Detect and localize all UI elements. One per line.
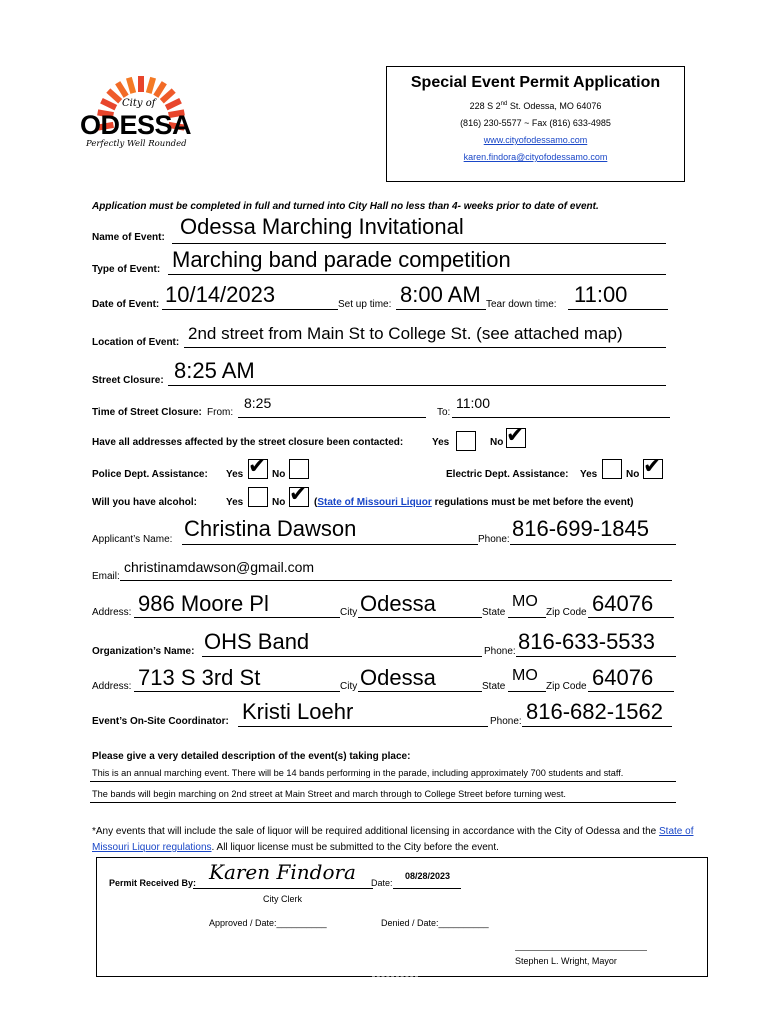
org-state-field[interactable]: MO — [512, 667, 538, 684]
applicant-zip-label: Zip Code — [546, 607, 587, 618]
org-phone-label: Phone: — [484, 646, 516, 657]
electric-no-check-icon: ✔ — [643, 454, 662, 479]
alcohol-note: (State of Missouri Liquor regulations must be met before the event) — [314, 497, 634, 508]
permit-received-label: Permit Received By: — [109, 878, 197, 888]
location-label: Location of Event: — [92, 337, 180, 348]
org-phone-underline — [516, 656, 676, 657]
applicant-phone-label: Phone: — [478, 534, 510, 545]
street-closure-underline — [168, 385, 666, 386]
name-of-event-underline — [172, 243, 666, 244]
permit-date-underline — [393, 888, 461, 889]
electric-yes-checkbox[interactable] — [602, 459, 622, 479]
applicant-city-label: City — [340, 607, 358, 618]
applicant-zip-field[interactable]: 64076 — [592, 591, 654, 616]
addresses-no-check-icon: ✔ — [506, 423, 525, 448]
permit-received-underline — [193, 888, 373, 889]
police-yes-check-icon: ✔ — [248, 454, 267, 479]
name-of-event-label: Name of Event: — [92, 232, 165, 243]
street-closure-field[interactable]: 8:25 AM — [174, 358, 255, 383]
org-zip-underline — [588, 691, 674, 692]
from-field[interactable]: 8:25 — [244, 395, 272, 411]
logo-text-odessa: ODESSA — [80, 110, 192, 140]
email-label: Email: — [92, 571, 120, 582]
to-underline — [452, 417, 670, 418]
police-yes-label: Yes — [226, 469, 244, 480]
city-website-link[interactable]: www.cityofodessamo.com — [483, 135, 588, 145]
location-field[interactable]: 2nd street from Main St to College St. (see attached map) — [188, 324, 623, 343]
electric-yes-label: Yes — [580, 469, 598, 480]
description-underline-2 — [90, 802, 676, 803]
from-underline — [238, 417, 426, 418]
liquor-licensing-note: *Any events that will include the sale of liquor will be required additional licensing in accordance with the City of Odessa and the State of Missouri Liquor regulations. All liquor license must be submitted to the City before the event. — [92, 826, 694, 853]
addresses-contacted-label: Have all addresses affected by the street closure been contacted: — [92, 437, 404, 448]
org-address-underline — [134, 691, 340, 692]
org-phone-field[interactable]: 816-633-5533 — [518, 629, 656, 654]
applicant-address-underline — [134, 617, 340, 618]
liquor-link[interactable]: State of Missouri Liquor — [317, 497, 432, 508]
street-closure-label: Street Closure: — [92, 375, 164, 386]
teardown-time-label: Tear down time: — [486, 299, 557, 310]
addresses-yes-label: Yes — [432, 437, 450, 448]
applicant-address-field[interactable]: 986 Moore Pl — [138, 591, 269, 616]
applicant-phone-field[interactable]: 816-699-1845 — [512, 516, 650, 541]
to-label: To: — [437, 407, 451, 418]
applicant-state-field[interactable]: MO — [512, 593, 538, 610]
signature-karen-findora: Karen Findora — [209, 860, 356, 884]
date-of-event-label: Date of Event: — [92, 299, 160, 310]
applicant-city-field[interactable]: Odessa — [360, 591, 436, 616]
applicant-zip-underline — [588, 617, 674, 618]
logo-tagline: Perfectly Well Rounded — [86, 139, 187, 149]
coordinator-phone-label: Phone: — [490, 716, 522, 727]
permit-date-value: 08/28/2023 — [405, 871, 451, 881]
org-zip-field[interactable]: 64076 — [592, 665, 654, 690]
electric-label: Electric Dept. Assistance: — [446, 469, 569, 480]
from-label: From: — [207, 407, 234, 418]
city-logo — [78, 70, 204, 160]
org-state-label: State — [482, 681, 506, 692]
alcohol-label: Will you have alcohol: — [92, 497, 197, 508]
city-phone-fax: (816) 230-5577 ~ Fax (816) 633-4985 — [460, 118, 611, 128]
coordinator-name-field[interactable]: Kristi Loehr — [242, 699, 354, 724]
approved-date-label: Approved / Date:__________ — [209, 918, 327, 928]
footer-mark — [372, 976, 418, 977]
electric-no-label: No — [626, 469, 640, 480]
name-of-event-field[interactable]: Odessa Marching Invitational — [180, 214, 464, 239]
alcohol-yes-checkbox[interactable] — [248, 487, 268, 507]
coordinator-phone-underline — [522, 726, 672, 727]
setup-underline — [396, 309, 486, 310]
org-city-underline — [358, 691, 482, 692]
form-title: Special Event Permit Application — [410, 74, 661, 91]
description-label: Please give a very detailed description of the event(s) taking place: — [92, 751, 411, 762]
description-line-1[interactable]: This is an annual marching event. There will be 14 bands performing in the parade, including approximately 700 students and staff. — [92, 768, 624, 778]
description-line-2[interactable]: The bands will begin marching on 2nd street at Main Street and march through to College Street before turning west. — [92, 789, 566, 799]
addresses-yes-checkbox[interactable] — [456, 431, 476, 451]
applicant-state-underline — [508, 617, 546, 618]
time-closure-label: Time of Street Closure: — [92, 407, 202, 418]
mayor-signature-line — [515, 950, 647, 951]
email-underline — [120, 580, 672, 581]
applicant-phone-underline — [510, 544, 676, 545]
teardown-underline — [568, 309, 668, 310]
applicant-email-field[interactable]: christinamdawson@gmail.com — [124, 559, 315, 575]
city-clerk-label: City Clerk — [263, 894, 303, 904]
alcohol-no-label: No — [272, 497, 286, 508]
denied-date-label: Denied / Date:__________ — [381, 918, 489, 928]
org-address-field[interactable]: 713 S 3rd St — [138, 665, 261, 690]
logo-text-city-of: City of — [122, 98, 156, 109]
org-state-underline — [508, 691, 546, 692]
description-underline-1 — [90, 781, 676, 782]
liquor-regulations-link[interactable]: State of Missouri Liquor regulations — [92, 826, 694, 853]
org-name-label: Organization’s Name: — [92, 646, 195, 657]
type-of-event-label: Type of Event: — [92, 264, 161, 275]
org-city-field[interactable]: Odessa — [360, 665, 436, 690]
date-underline — [162, 309, 338, 310]
type-of-event-underline — [168, 274, 666, 275]
police-label: Police Dept. Assistance: — [92, 469, 208, 480]
applicant-address-label: Address: — [92, 607, 132, 618]
instruction-text: Application must be completed in full and turned into City Hall no less than 4- weeks prior to date of event. — [92, 201, 599, 212]
org-zip-label: Zip Code — [546, 681, 587, 692]
setup-time-label: Set up time: — [338, 299, 392, 310]
applicant-name-field[interactable]: Christina Dawson — [184, 516, 357, 541]
org-city-label: City — [340, 681, 358, 692]
to-field[interactable]: 11:00 — [456, 395, 490, 411]
type-of-event-field[interactable]: Marching band parade competition — [172, 247, 511, 272]
alcohol-yes-label: Yes — [226, 497, 244, 508]
org-address-label: Address: — [92, 681, 132, 692]
coordinator-label: Event’s On-Site Coordinator: — [92, 716, 229, 727]
permit-date-label: Date: — [371, 878, 393, 888]
police-no-checkbox[interactable] — [289, 459, 309, 479]
police-no-label: No — [272, 469, 286, 480]
mayor-name: Stephen L. Wright, Mayor — [515, 956, 617, 966]
header-box — [386, 66, 685, 182]
applicant-name-label: Applicant’s Name: — [92, 534, 173, 545]
coordinator-phone-field[interactable]: 816-682-1562 — [526, 699, 664, 724]
applicant-state-label: State — [482, 607, 506, 618]
city-address: 228 S 2nd St. Odessa, MO 64076 — [469, 101, 602, 111]
org-name-field[interactable]: OHS Band — [204, 629, 310, 654]
coordinator-underline — [238, 726, 488, 727]
setup-time-field[interactable]: 8:00 AM — [400, 282, 481, 307]
applicant-city-underline — [358, 617, 482, 618]
org-name-underline — [202, 656, 482, 657]
city-email-link[interactable]: karen.findora@cityofodessamo.com — [463, 152, 608, 162]
applicant-name-underline — [182, 544, 478, 545]
date-of-event-field[interactable]: 10/14/2023 — [165, 282, 276, 307]
teardown-time-field[interactable]: 11:00 — [574, 282, 628, 307]
location-underline — [184, 347, 666, 348]
alcohol-no-check-icon: ✔ — [289, 482, 308, 507]
permit-office-box — [96, 857, 708, 977]
addresses-no-label: No — [490, 437, 504, 448]
